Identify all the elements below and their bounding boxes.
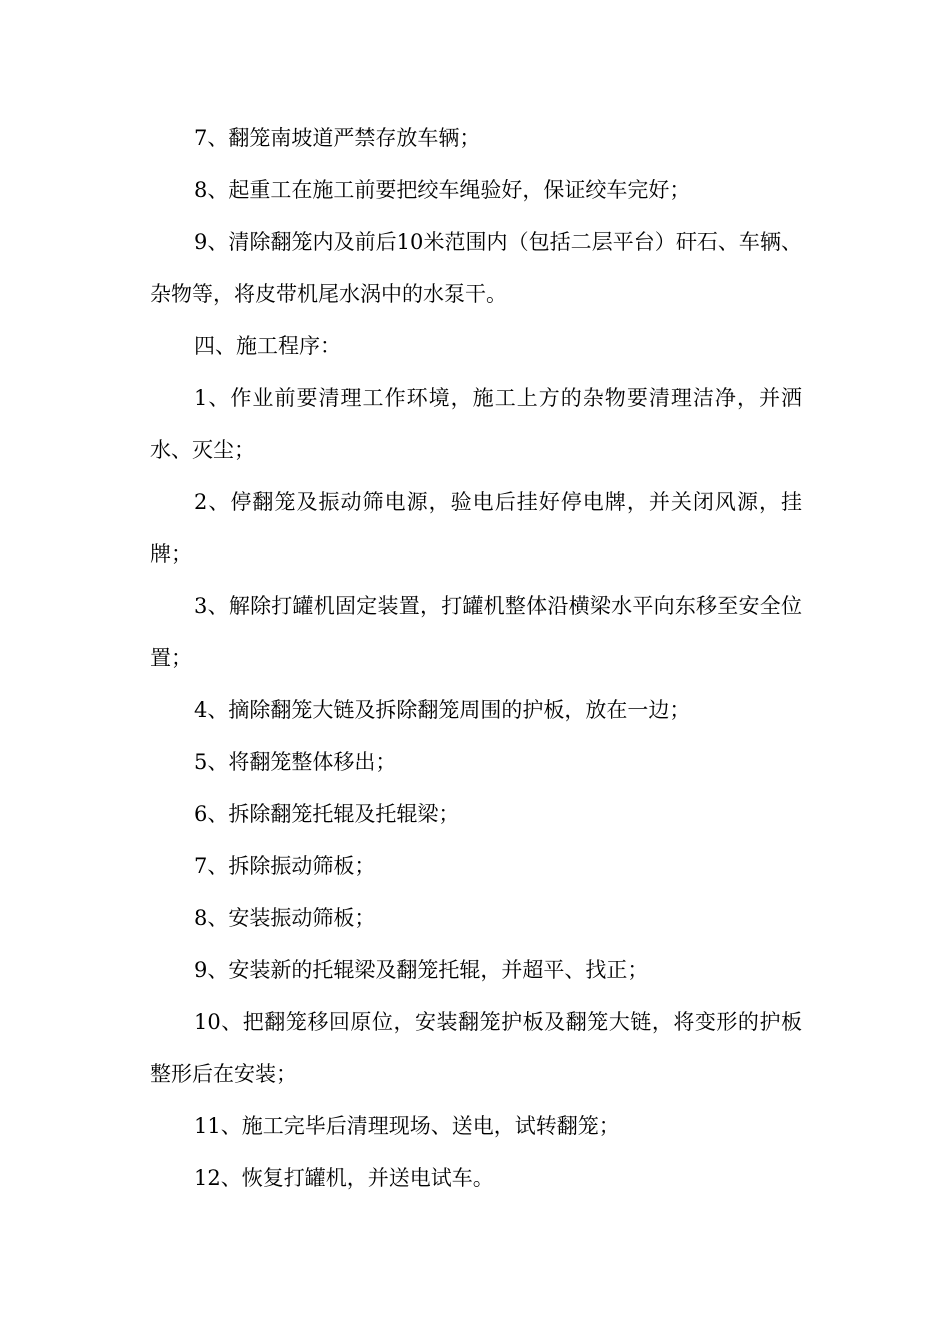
procedure-step-3: 3、解除打罐机固定装置，打罐机整体沿横梁水平向东移至安全位置；	[150, 594, 802, 670]
procedure-step-7: 7、拆除振动筛板；	[194, 854, 376, 878]
document-body	[150, 112, 802, 1204]
procedure-step-12: 12、恢复打罐机，并送电试车。	[194, 1166, 494, 1190]
procedure-step-2: 2、停翻笼及振动筛电源，验电后挂好停电牌，并关闭风源，挂牌；	[150, 490, 802, 566]
procedure-step-8: 8、安装振动筛板；	[194, 906, 376, 930]
procedure-step-10: 10、把翻笼移回原位，安装翻笼护板及翻笼大链，将变形的护板整形后在安装；	[150, 1010, 802, 1086]
paragraph-item-9-clear-area: 9、清除翻笼内及前后10米范围内（包括二层平台）矸石、车辆、杂物等，将皮带机尾水涡中的水泵干。	[150, 230, 802, 306]
procedure-step-5: 5、将翻笼整体移出；	[194, 750, 397, 774]
procedure-step-4: 4、摘除翻笼大链及拆除翻笼周围的护板，放在一边；	[194, 698, 691, 722]
paragraph-item-7-no-parking: 7、翻笼南坡道严禁存放车辆；	[194, 126, 481, 150]
procedure-step-1: 1、作业前要清理工作环境，施工上方的杂物要清理洁净，并洒水、灭尘；	[150, 386, 802, 462]
section-heading-procedure: 四、施工程序：	[194, 334, 341, 358]
paragraph-item-8-winch-check: 8、起重工在施工前要把绞车绳验好，保证绞车完好；	[194, 178, 691, 202]
procedure-step-6: 6、拆除翻笼托辊及托辊梁；	[194, 802, 460, 826]
procedure-step-9: 9、安装新的托辊梁及翻笼托辊，并超平、找正；	[194, 958, 649, 982]
procedure-step-11: 11、施工完毕后清理现场、送电，试转翻笼；	[194, 1114, 620, 1138]
